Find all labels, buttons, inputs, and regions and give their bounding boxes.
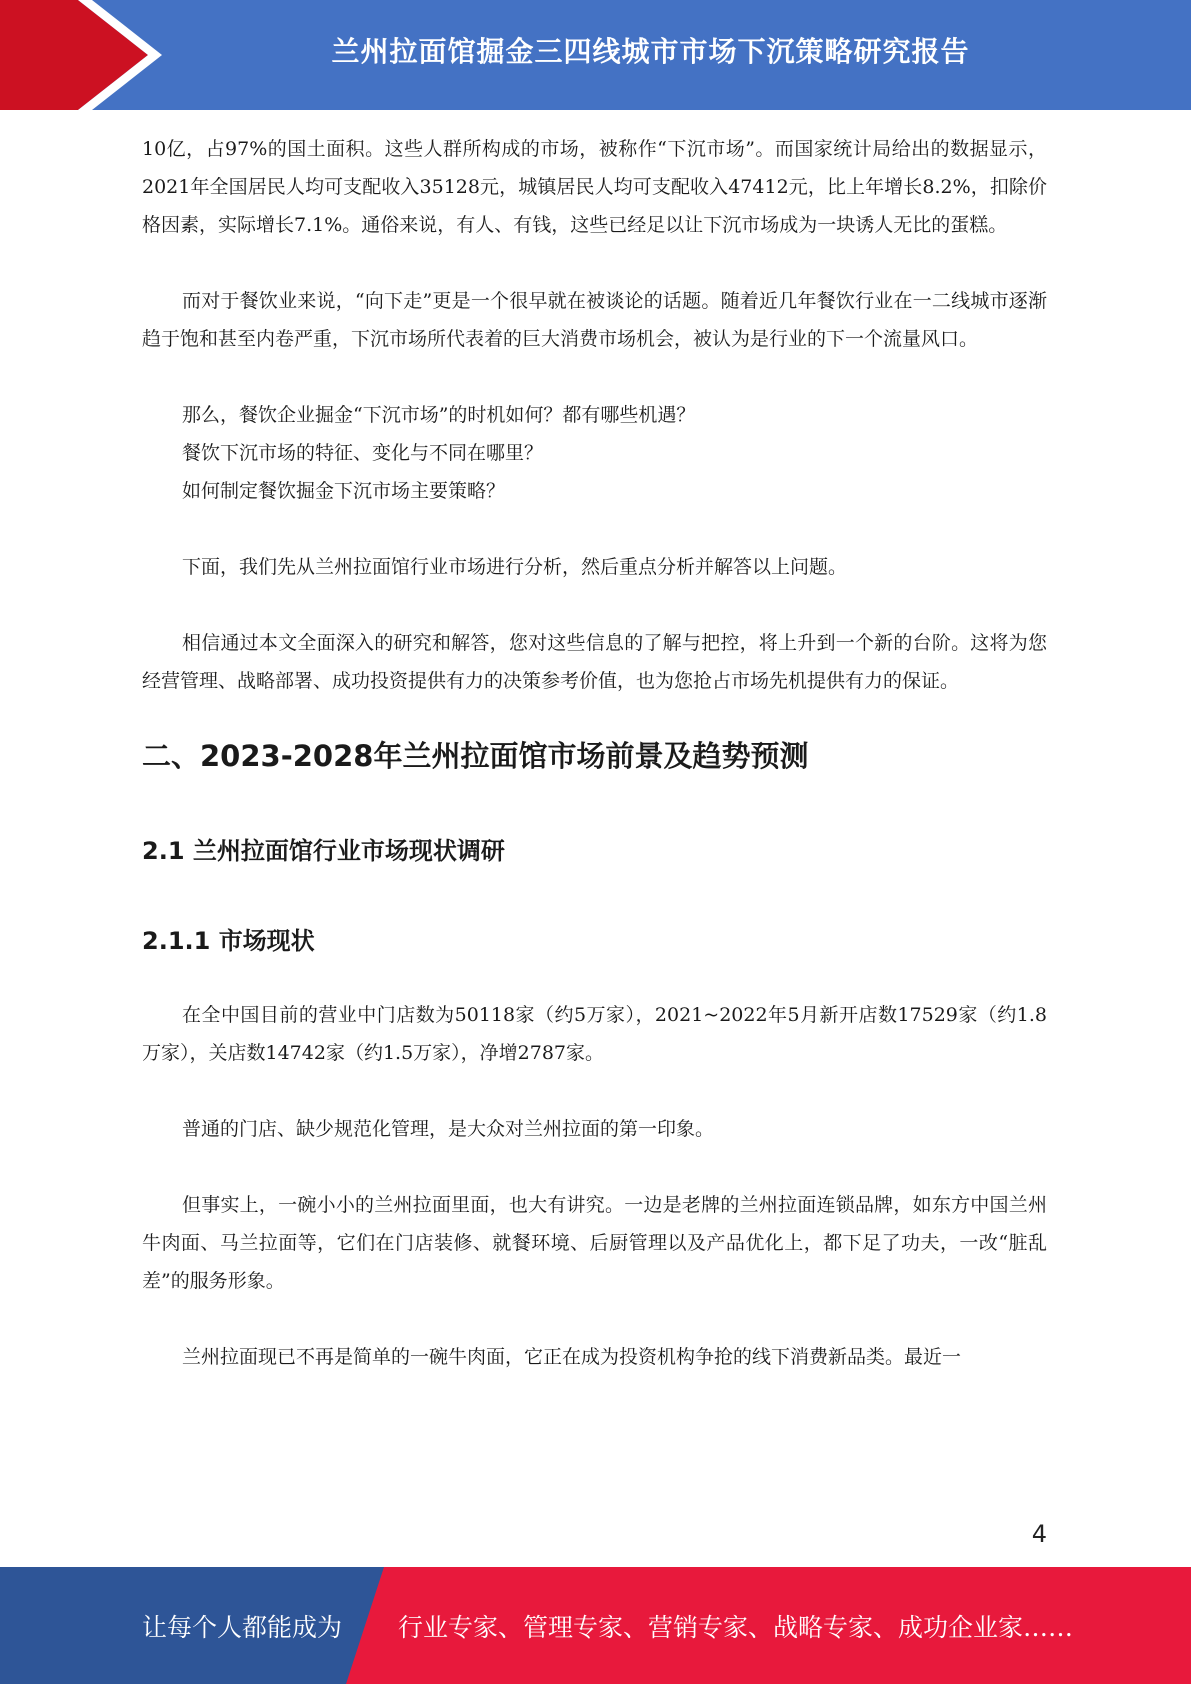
paragraph-investment: 兰州拉面现已不再是简单的一碗牛肉面，它正在成为投资机构争抢的线下消费新品类。最近一 — [182, 1346, 962, 1368]
sub-subsection-heading: 2.1.1 市场现状 — [142, 927, 315, 955]
paragraph-impression: 普通的门店、缺少规范化管理，是大众对兰州拉面的第一印象。 — [182, 1118, 715, 1140]
page-content — [142, 130, 1047, 1376]
paragraph-intro-continued: 10亿，占97%的国土面积。这些人群所构成的市场，被称作“下沉市场”。而国家统计局给出的数据显示，2021年全国居民人均可支配收入35128元，城镇居民人均可支配收入47412元，比上年增长8.2%，扣除价格因素，实际增长7.1%。通俗来说，有人、有钱，这些已经足以让下沉市场成为一块诱人无比的蛋糕。 — [142, 138, 1047, 236]
question-strategy: 如何制定餐饮掘金下沉市场主要策略？ — [182, 480, 506, 502]
question-timing: 那么，餐饮企业掘金“下沉市场”的时机如何？都有哪些机遇？ — [182, 404, 696, 426]
page-number: 4 — [1031, 1520, 1047, 1548]
paragraph-value: 相信通过本文全面深入的研究和解答，您对这些信息的了解与把控，将上升到一个新的台阶。这将为您经营管理、战略部署、成功投资提供有力的决策参考价值，也为您抢占市场先机提供有力的保证。 — [142, 632, 1047, 692]
question-features: 餐饮下沉市场的特征、变化与不同在哪里？ — [182, 442, 544, 464]
paragraph-catering-trend: 而对于餐饮业来说，“向下走”更是一个很早就在被谈论的话题。随着近几年餐饮行业在一二线城市逐渐趋于饱和甚至内卷严重，下沉市场所代表着的巨大消费市场机会，被认为是行业的下一个流量风口。 — [142, 290, 1047, 350]
page-header — [0, 0, 1191, 110]
paragraph-store-count: 在全中国目前的营业中门店数为50118家（约5万家），2021~2022年5月新开店数17529家（约1.8万家），关店数14742家（约1.5万家），净增2787家。 — [142, 1004, 1047, 1064]
subsection-heading: 2.1 兰州拉面馆行业市场现状调研 — [142, 837, 505, 865]
paragraph-brands: 但事实上，一碗小小的兰州拉面里面，也大有讲究。一边是老牌的兰州拉面连锁品牌，如东方中国兰州牛肉面、马兰拉面等，它们在门店装修、就餐环境、后厨管理以及产品优化上，都下足了功夫，一改“脏乱差”的服务形象。 — [142, 1194, 1047, 1292]
section-heading: 二、2023-2028年兰州拉面馆市场前景及趋势预测 — [142, 739, 809, 773]
footer-slogan-right: 行业专家、管理专家、营销专家、战略专家、成功企业家…… — [398, 1612, 1074, 1642]
paragraph-analysis-plan: 下面，我们先从兰州拉面馆行业市场进行分析，然后重点分析并解答以上问题。 — [182, 556, 848, 578]
footer-slogan-left: 让每个人都能成为 — [142, 1612, 343, 1642]
report-title: 兰州拉面馆掘金三四线城市市场下沉策略研究报告 — [331, 35, 970, 68]
page-footer — [0, 1567, 1191, 1684]
